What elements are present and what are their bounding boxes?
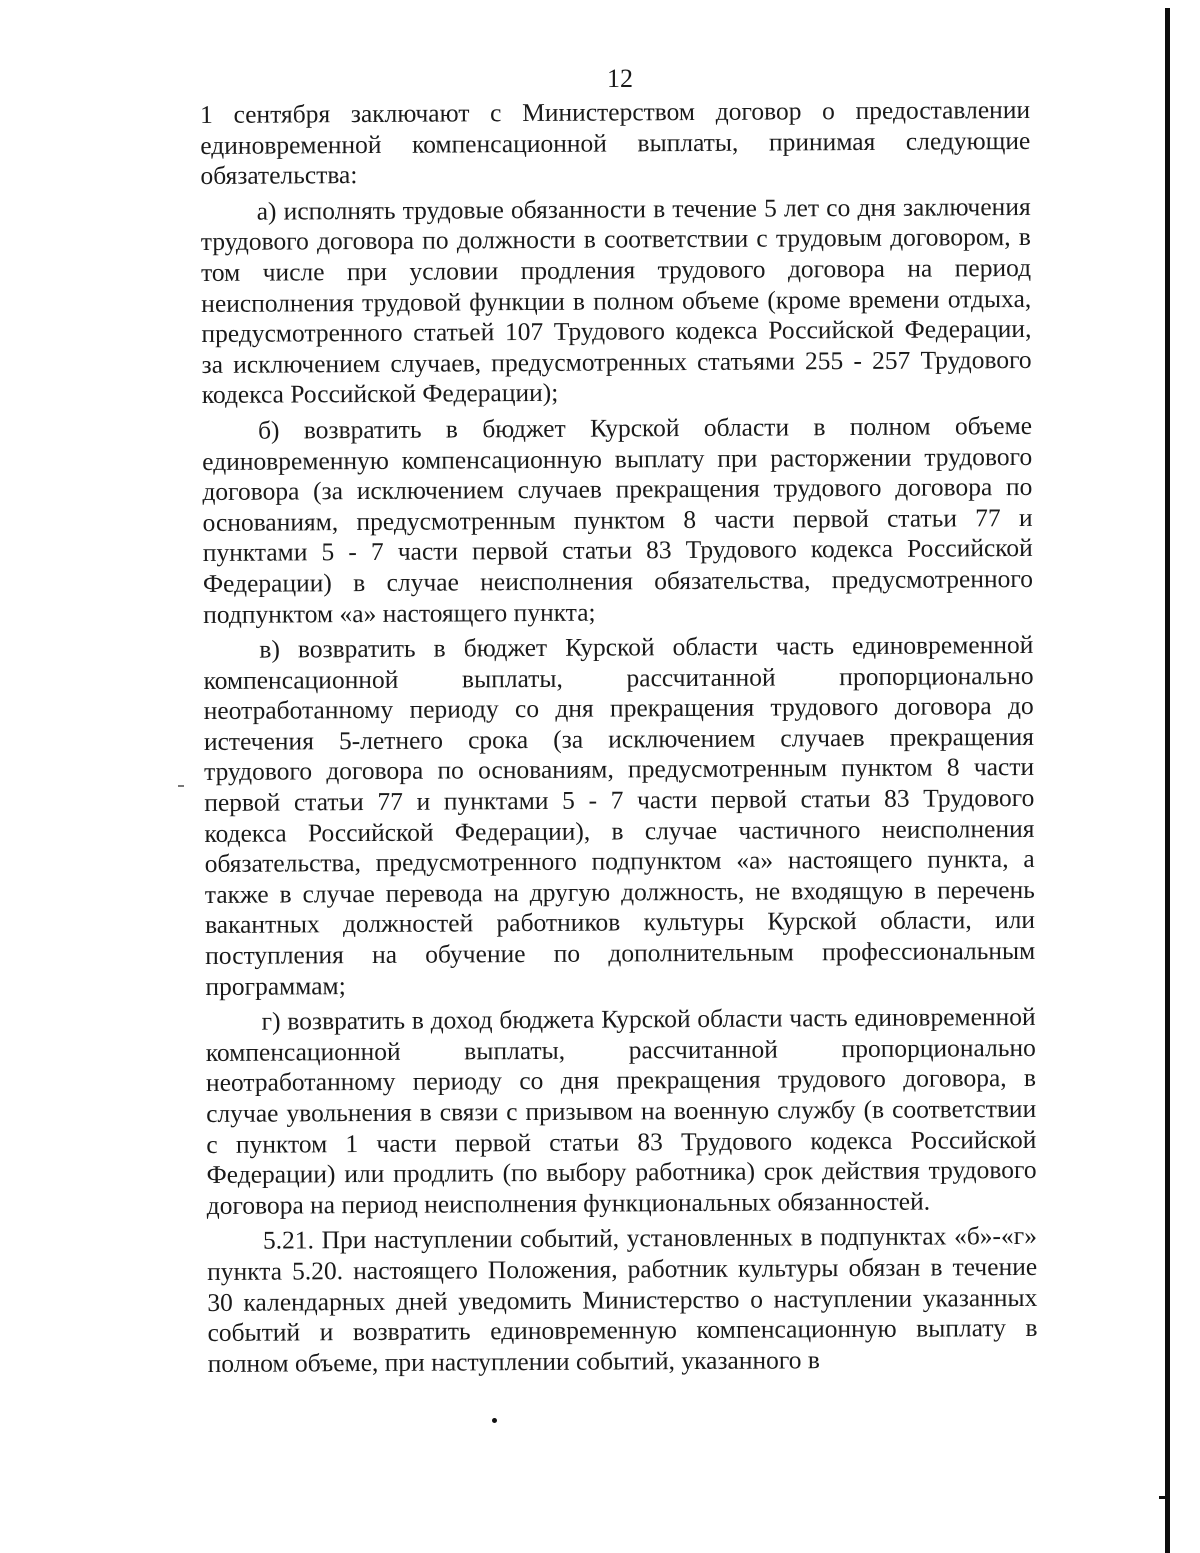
paragraph-5-21: 5.21. При наступлении событий, установленных в подпунктах «б»-«г» пункта 5.20. настоящего Положения, работник культуры обязан в течение 30 календарных дней уведомить Министерство о наступлении указанных событий и возвратить единовременную компенсационную выплату в полном объеме, при наступлении событий, указанного в (207, 1221, 1038, 1378)
scan-edge-mark (1159, 1496, 1167, 1499)
scan-speck (492, 1418, 497, 1423)
margin-mark (178, 785, 184, 787)
document-body (200, 95, 1038, 1384)
paragraph-item-v: в) возвратить в бюджет Курской области часть единовременной компенсационной выплаты, рассчитанной пропорционально неотработанному периоду со дня прекращения трудового договора до истечения 5-летнего срока (за исключением случаев прекращения трудового договора по основаниям, предусмотренным пунктом 8 части первой статьи 77 и пунктами 5 - 7 части первой статьи 83 Трудового кодекса Российской Федерации), в случае частичного неисполнения обязательства, предусмотренного подпунктом «а» настоящего пункта, а также в случае перевода на другую должность, не входящую в перечень вакантных должностей работников культуры Курской области, или поступления на обучение по дополнительным профессиональным программам; (203, 630, 1036, 1001)
page-number: 12 (607, 64, 633, 93)
paragraph-item-b: б) возвратить в бюджет Курской области в полном объеме единовременную компенсационную выплату при расторжении трудового договора (за исключением случаев прекращения трудового договора по основаниям, предусмотренным пунктом 8 части первой статьи 77 и пунктами 5 - 7 части первой статьи 83 Трудового кодекса Российской Федерации) в случае неисполнения обязательства, предусмотренного подпунктом «а» настоящего пункта; (202, 410, 1034, 629)
paragraph-item-a: а) исполнять трудовые обязанности в течение 5 лет со дня заключения трудового договора по должности в соответствии с трудовым договором, в том числе при условии продления трудового договора на период неисполнения трудовой функции в полном объеме (кроме времени отдыха, предусмотренного статьей 107 Трудового кодекса Российской Федерации, за исключением случаев, предусмотренных статьями 255 - 257 Трудового кодекса Российской Федерации); (200, 191, 1032, 410)
scan-page-edge (1165, 8, 1170, 1553)
paragraph-item-g: г) возвратить в доход бюджета Курской области часть единовременной компенсационной выплаты, рассчитанной пропорционально неотработанному периоду со дня прекращения трудового договора, в случае увольнения в связи с призывом на военную службу (в соответствии с пунктом 1 части первой статьи 83 Трудового кодекса Российской Федерации) или продлить (по выбору работника) срок действия трудового договора на период неисполнения функциональных обязанностей. (205, 1002, 1037, 1220)
paragraph-intro: 1 сентября заключают с Министерством договор о предоставлении единовременной компенсационной выплаты, принимая следующие обязательства: (200, 94, 1031, 191)
